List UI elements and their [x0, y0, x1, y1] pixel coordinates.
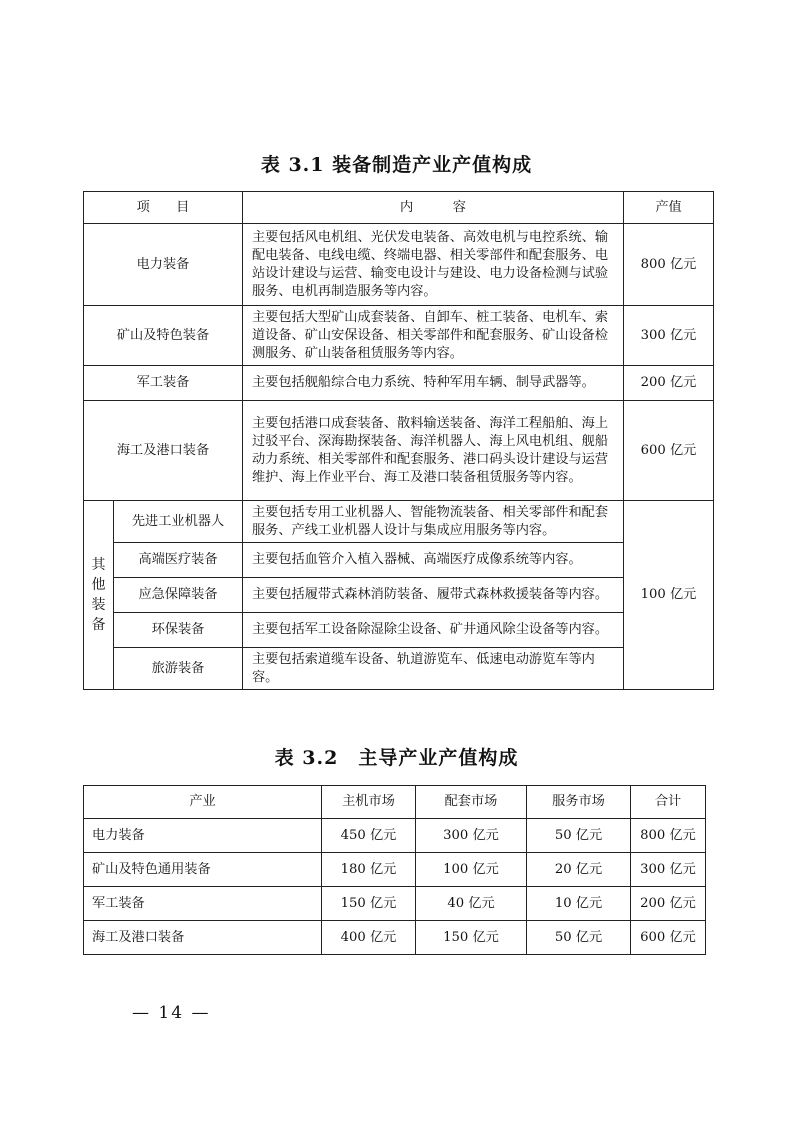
- cell-industry: 电力装备: [84, 819, 322, 853]
- sub-content: 主要包括索道缆车设备、轨道游览车、低速电动游览车等内容。: [243, 648, 624, 690]
- cell-industry: 军工装备: [84, 887, 322, 921]
- sub-content: 主要包括履带式森林消防装备、履带式森林救援装备等内容。: [243, 578, 624, 613]
- table-row: [84, 501, 714, 543]
- cell-service: 10 亿元: [527, 887, 631, 921]
- row-value: 300 亿元: [624, 306, 714, 366]
- header-host-market: 主机市场: [322, 786, 416, 819]
- header-item: 项 目: [84, 192, 243, 224]
- cell-service: 50 亿元: [527, 819, 631, 853]
- table-row: [84, 543, 714, 578]
- sub-item: 应急保障装备: [114, 578, 243, 613]
- row-value: 200 亿元: [624, 366, 714, 401]
- cell-host: 180 亿元: [322, 853, 416, 887]
- sub-item: 先进工业机器人: [114, 501, 243, 543]
- table-row: [84, 401, 714, 501]
- table2-caption: 表 3.2 主导产业产值构成: [274, 747, 519, 769]
- table-header-row: [84, 786, 706, 819]
- header-value: 产值: [624, 192, 714, 224]
- table-row: [84, 306, 714, 366]
- header-content: 内 容: [243, 192, 624, 224]
- cell-host: 150 亿元: [322, 887, 416, 921]
- sub-content: 主要包括血管介入植入器械、高端医疗成像系统等内容。: [243, 543, 624, 578]
- cell-supporting: 150 亿元: [416, 921, 527, 955]
- sub-item: 旅游装备: [114, 648, 243, 690]
- header-industry: 产业: [84, 786, 322, 819]
- table-row: [84, 887, 706, 921]
- header-supporting-market: 配套市场: [416, 786, 527, 819]
- row-item: 矿山及特色装备: [84, 306, 243, 366]
- cell-industry: 矿山及特色通用装备: [84, 853, 322, 887]
- sub-item: 环保装备: [114, 613, 243, 648]
- other-value: 100 亿元: [624, 501, 714, 690]
- equipment-output-table: [83, 191, 714, 690]
- table-row: [84, 224, 714, 306]
- page-number: — 14 —: [132, 1003, 211, 1023]
- cell-supporting: 300 亿元: [416, 819, 527, 853]
- row-value: 600 亿元: [624, 401, 714, 501]
- cell-total: 600 亿元: [631, 921, 706, 955]
- row-content: 主要包括风电机组、光伏发电装备、高效电机与电控系统、输配电装备、电线电缆、终端电器、相关零部件和配套服务、电站设计建设与运营、输变电设计与建设、电力设备检测与试验服务、电机再制造服务等内容。: [243, 224, 624, 306]
- cell-supporting: 40 亿元: [416, 887, 527, 921]
- cell-supporting: 100 亿元: [416, 853, 527, 887]
- table-row: [84, 366, 714, 401]
- row-content: 主要包括大型矿山成套装备、自卸车、桩工装备、电机车、索道设备、矿山安保设备、相关零部件和配套服务、矿山设备检测服务、矿山装备租赁服务等内容。: [243, 306, 624, 366]
- cell-total: 300 亿元: [631, 853, 706, 887]
- table-row: [84, 921, 706, 955]
- cell-service: 20 亿元: [527, 853, 631, 887]
- table-row: [84, 578, 714, 613]
- table-row: [84, 648, 714, 690]
- cell-total: 800 亿元: [631, 819, 706, 853]
- sub-content: 主要包括军工设备除湿除尘设备、矿井通风除尘设备等内容。: [243, 613, 624, 648]
- header-service-market: 服务市场: [527, 786, 631, 819]
- cell-host: 450 亿元: [322, 819, 416, 853]
- cell-total: 200 亿元: [631, 887, 706, 921]
- cell-host: 400 亿元: [322, 921, 416, 955]
- row-item: 电力装备: [84, 224, 243, 306]
- row-content: 主要包括舰船综合电力系统、特种军用车辆、制导武器等。: [243, 366, 624, 401]
- table1-caption: 表 3.1 装备制造产业产值构成: [260, 154, 533, 176]
- other-group-label: [84, 501, 114, 690]
- sub-item: 高端医疗装备: [114, 543, 243, 578]
- row-content: 主要包括港口成套装备、散料输送装备、海洋工程船舶、海上过驳平台、深海勘探装备、海洋机器人、海上风电机组、舰船动力系统、相关零部件和配套服务、港口码头设计建设与运营维护、海上作业平台、海工及港口装备租赁服务等内容。: [243, 401, 624, 501]
- other-group-text: 其他装备: [91, 557, 106, 633]
- header-total: 合计: [631, 786, 706, 819]
- table-row: [84, 853, 706, 887]
- table-row: [84, 613, 714, 648]
- table-row: [84, 819, 706, 853]
- cell-service: 50 亿元: [527, 921, 631, 955]
- leading-industry-table: [83, 785, 706, 955]
- cell-industry: 海工及港口装备: [84, 921, 322, 955]
- row-value: 800 亿元: [624, 224, 714, 306]
- sub-content: 主要包括专用工业机器人、智能物流装备、相关零部件和配套服务、产线工业机器人设计与集成应用服务等内容。: [243, 501, 624, 543]
- row-item: 海工及港口装备: [84, 401, 243, 501]
- row-item: 军工装备: [84, 366, 243, 401]
- table-header-row: [84, 192, 714, 224]
